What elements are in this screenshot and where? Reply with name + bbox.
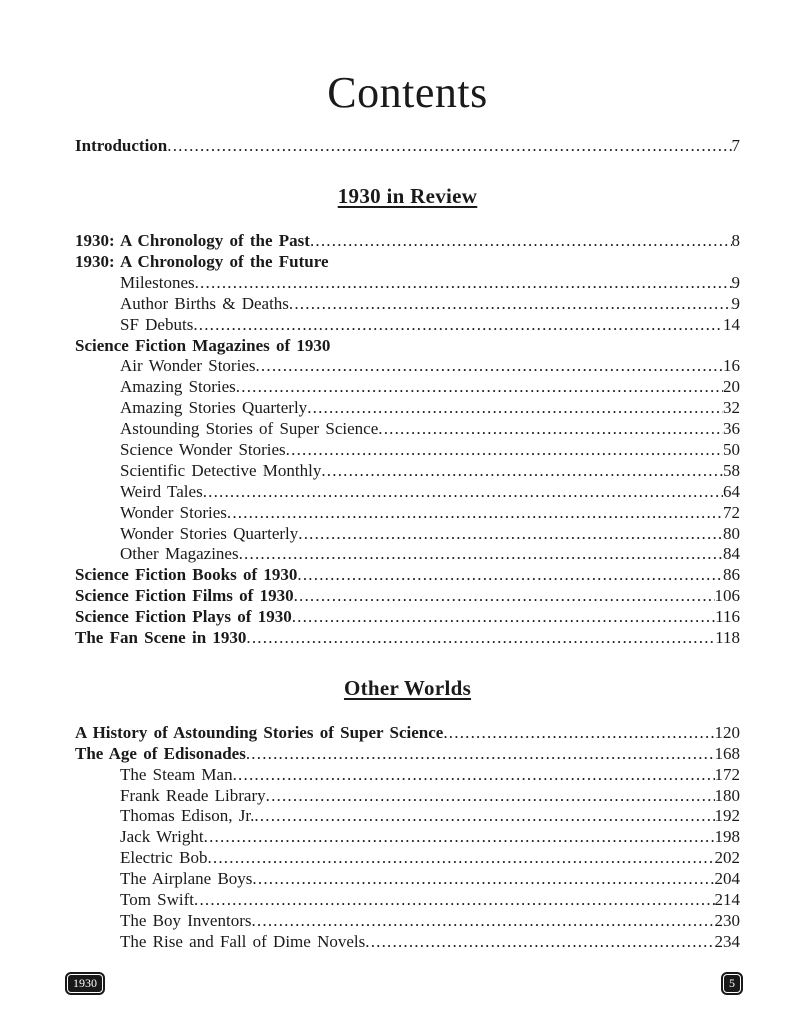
- toc-row: [75, 356, 740, 377]
- toc-row: [75, 786, 740, 807]
- page-content: [75, 0, 740, 953]
- toc-page-number: 116: [715, 607, 740, 627]
- toc-leader-dots: [204, 827, 715, 848]
- toc-row: [75, 440, 740, 461]
- toc-entry-label: Science Fiction Magazines of 1930: [75, 335, 331, 355]
- footer-page-number-badge: 5: [723, 974, 741, 993]
- page-footer: [67, 974, 741, 993]
- toc-leader-dots: [443, 723, 714, 744]
- toc-entry-label: Wonder Stories: [120, 502, 227, 522]
- toc-page-number: 86: [723, 565, 740, 585]
- toc-entry-label: Author Births & Deaths: [120, 293, 289, 313]
- toc-entry-label: Frank Reade Library: [120, 785, 266, 805]
- toc-row: [75, 377, 740, 398]
- toc-leader-dots: [298, 524, 723, 545]
- toc-page-number: 106: [714, 586, 740, 606]
- toc-row: [75, 848, 740, 869]
- toc-entry-label: The Fan Scene in 1930: [75, 628, 247, 647]
- toc-row: [75, 827, 740, 848]
- toc-row: [75, 503, 740, 524]
- toc-leader-dots: [246, 628, 715, 649]
- toc-leader-dots: [294, 586, 715, 607]
- toc-row: [75, 544, 740, 565]
- toc-leader-dots: [310, 231, 732, 252]
- toc-page-number: 9: [731, 272, 740, 292]
- toc-row: [75, 565, 740, 586]
- toc-leader-dots: [289, 294, 732, 315]
- toc-entry-label: Science Fiction Plays of 1930: [75, 607, 292, 627]
- toc-row: [75, 806, 740, 827]
- toc-row: [75, 932, 740, 953]
- toc-row: [75, 231, 740, 252]
- toc-page-number: 192: [714, 806, 740, 826]
- toc-entry-label: Jack Wright: [120, 827, 204, 847]
- toc-section-heading: 1930 in Review: [337, 184, 478, 209]
- toc-page-number: 32: [723, 398, 740, 418]
- toc-leader-dots: [167, 136, 731, 157]
- toc-leader-dots: [252, 869, 714, 890]
- toc-entry-label: Scientific Detective Monthly: [120, 460, 322, 480]
- toc-row: [75, 628, 740, 649]
- toc-entry-label: SF Debuts: [120, 314, 194, 334]
- toc-entry-label: Milestones: [120, 272, 195, 292]
- toc-leader-dots: [307, 398, 723, 419]
- toc-leader-dots: [378, 419, 723, 440]
- toc-entry-label: The Age of Edisonades: [75, 743, 246, 763]
- toc-entry-label: Introduction: [75, 136, 168, 156]
- toc-page-number: 172: [714, 764, 740, 784]
- toc-entry-label: Science Fiction Films of 1930: [75, 586, 294, 606]
- toc-page-number: 198: [714, 827, 740, 847]
- toc-page-number: 80: [723, 523, 740, 543]
- toc-entry-label: Science Wonder Stories: [120, 439, 286, 459]
- toc-page-number: 84: [723, 544, 740, 564]
- toc-entry-label: Tom Swift: [120, 890, 195, 910]
- toc-row: [75, 723, 740, 744]
- toc-entry-label: Amazing Stories: [120, 377, 236, 397]
- toc-entry-label: The Airplane Boys: [120, 869, 253, 889]
- toc-leader-dots: [194, 890, 714, 911]
- toc-row: [75, 607, 740, 628]
- toc-page-number: 9: [731, 293, 740, 313]
- toc-row: [75, 765, 740, 786]
- toc-entry-label: The Rise and Fall of Dime Novels: [120, 931, 366, 951]
- toc: [75, 136, 740, 953]
- toc-page-number: 8: [731, 231, 740, 251]
- page-title: Contents: [327, 68, 488, 117]
- toc-page-number: 202: [714, 848, 740, 868]
- toc-page-number: 214: [714, 890, 740, 910]
- toc-leader-dots: [236, 377, 723, 398]
- toc-row: [75, 586, 740, 607]
- toc-row: [75, 890, 740, 911]
- toc-leader-dots: [266, 786, 715, 807]
- toc-leader-dots: [193, 315, 723, 336]
- toc-row: [75, 461, 740, 482]
- toc-entry-label: Thomas Edison, Jr.: [120, 806, 255, 826]
- toc-page-number: 230: [714, 910, 740, 930]
- toc-leader-dots: [195, 273, 732, 294]
- toc-leader-dots: [286, 440, 723, 461]
- toc-entry-label: Weird Tales: [120, 481, 203, 501]
- toc-page-number: 234: [714, 931, 740, 951]
- toc-entry-label: Air Wonder Stories: [120, 356, 256, 376]
- toc-leader-dots: [246, 744, 715, 765]
- toc-leader-dots: [233, 765, 715, 786]
- toc-page-number: 20: [723, 377, 740, 397]
- toc-row: [75, 336, 740, 357]
- toc-leader-dots: [227, 503, 723, 524]
- toc-entry-label: Other Magazines: [120, 544, 239, 564]
- toc-entry-label: Electric Bob: [120, 848, 208, 868]
- toc-row: [75, 294, 740, 315]
- toc-row: [75, 398, 740, 419]
- toc-entry-label: The Boy Inventors: [120, 910, 252, 930]
- toc-leader-dots: [207, 848, 714, 869]
- toc-entry-label: 1930: A Chronology of the Past: [75, 231, 310, 251]
- toc-row: [75, 869, 740, 890]
- toc-leader-dots: [292, 607, 715, 628]
- toc-entry-label: A History of Astounding Stories of Super Science: [75, 722, 444, 742]
- toc-page-number: 36: [723, 419, 740, 439]
- toc-leader-dots: [297, 565, 723, 586]
- toc-leader-dots: [239, 544, 723, 565]
- toc-row: [75, 136, 740, 157]
- toc-page-number: 16: [723, 356, 740, 376]
- toc-entry-label: Astounding Stories of Super Science: [120, 419, 379, 439]
- toc-section-heading: Other Worlds: [343, 675, 472, 700]
- toc-entry-label: Science Fiction Books of 1930: [75, 565, 298, 585]
- toc-page-number: 7: [731, 136, 740, 156]
- toc-row: [75, 419, 740, 440]
- toc-leader-dots: [321, 461, 723, 482]
- toc-entry-label: The Steam Man: [120, 764, 233, 784]
- footer-year-badge: 1930: [67, 974, 103, 993]
- toc-page-number: 14: [723, 314, 740, 334]
- toc-page-number: 64: [723, 481, 740, 501]
- toc-page-number: 168: [714, 743, 740, 763]
- toc-page-number: 120: [714, 722, 740, 742]
- toc-leader-dots: [255, 356, 723, 377]
- toc-page-number: 118: [715, 628, 740, 647]
- toc-row: [75, 744, 740, 765]
- toc-page-number: 50: [723, 439, 740, 459]
- toc-row: [75, 524, 740, 545]
- toc-leader-dots: [254, 806, 714, 827]
- toc-page-number: 72: [723, 502, 740, 522]
- toc-entry-label: Amazing Stories Quarterly: [120, 398, 308, 418]
- toc-entry-label: Wonder Stories Quarterly: [120, 523, 299, 543]
- toc-page-number: 204: [714, 869, 740, 889]
- toc-leader-dots: [251, 911, 714, 932]
- toc-row: [75, 482, 740, 503]
- toc-row: [75, 911, 740, 932]
- toc-page-number: 180: [714, 785, 740, 805]
- toc-row: [75, 252, 740, 273]
- toc-page-number: 58: [723, 460, 740, 480]
- toc-row: [75, 273, 740, 294]
- toc-entry-label: 1930: A Chronology of the Future: [75, 251, 329, 271]
- toc-row: [75, 315, 740, 336]
- toc-leader-dots: [365, 932, 714, 953]
- toc-leader-dots: [203, 482, 723, 503]
